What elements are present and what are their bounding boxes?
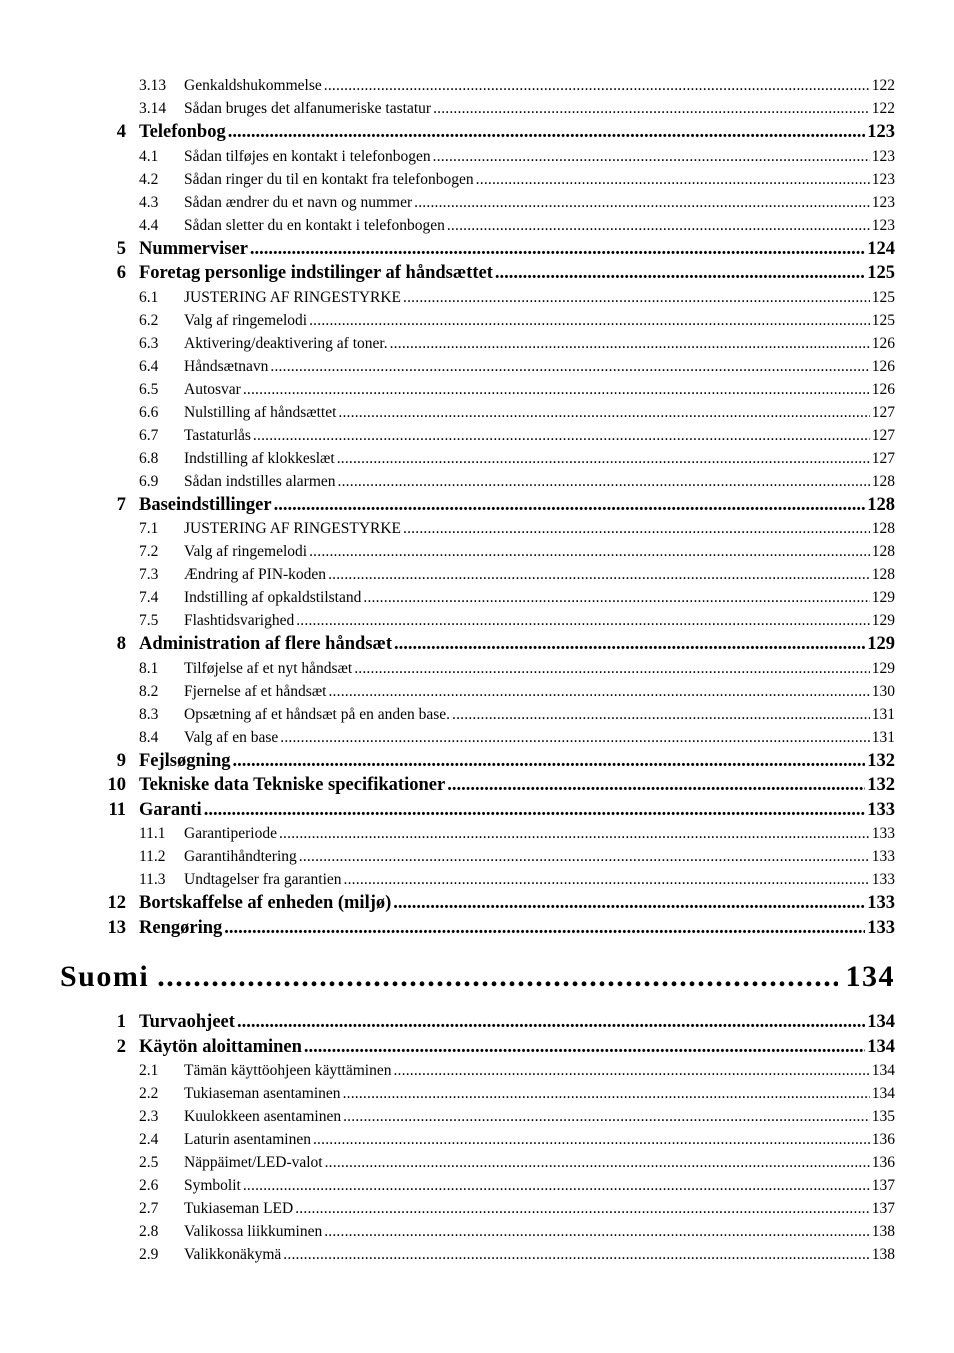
- toc-entry-number: 7.5: [139, 612, 159, 629]
- toc-entry-page-number: 134: [845, 960, 895, 993]
- dot-leader: [343, 1082, 870, 1105]
- toc-entry-title: Tilføjelse af et nyt håndsæt: [184, 659, 353, 677]
- toc-entry-number: 8: [116, 634, 126, 654]
- toc-entry-page-number: 129: [871, 659, 895, 677]
- toc-entry-title: Tukiaseman LED: [184, 1200, 294, 1217]
- toc-language-heading[interactable]: [0, 940, 954, 1010]
- toc-section-entry[interactable]: [0, 1151, 954, 1174]
- toc-entry-number: 8.1: [139, 659, 159, 677]
- toc-entry-title: Sådan ringer du til en kontakt fra telefonbogen: [184, 170, 474, 188]
- toc-entry-page-number: 131: [871, 728, 895, 746]
- toc-entry-title: Sådan indstilles alarmen: [184, 472, 336, 490]
- toc-entry-title: Garanti: [139, 799, 202, 820]
- toc-entry-page-number: 125: [871, 311, 895, 329]
- toc-entry-number: 2.5: [139, 1154, 159, 1171]
- toc-entry-number: 1: [116, 1012, 126, 1032]
- toc-chapter-entry[interactable]: [0, 916, 954, 941]
- toc-entry-number: 7.2: [139, 543, 159, 560]
- toc-entry-page-number: 127: [871, 449, 895, 467]
- toc-entry-number: 3.14: [139, 100, 167, 117]
- toc-entry-number: 5: [116, 238, 126, 259]
- toc-entry-page-number: 138: [871, 1223, 895, 1240]
- toc-entry-title: Autosvar: [184, 380, 241, 398]
- toc-entry-page-number: 127: [871, 403, 895, 421]
- dot-leader: [344, 868, 870, 891]
- toc-entry-page-number: 123: [871, 193, 895, 211]
- toc-section-entry[interactable]: [0, 726, 954, 749]
- dot-leader: [304, 1035, 865, 1060]
- toc-entry-number: 6.8: [139, 449, 159, 467]
- toc-entry-title: Sådan bruges det alfanumeriske tastatur: [184, 100, 432, 117]
- dot-leader: [324, 74, 870, 97]
- toc-entry-number: 2: [116, 1036, 126, 1057]
- toc-entry-title: Aktivering/deaktivering af toner.: [184, 334, 388, 352]
- toc-entry-title: Kuulokkeen asentaminen: [184, 1108, 342, 1125]
- toc-chapter-entry[interactable]: [0, 237, 954, 262]
- dot-leader: [403, 517, 870, 540]
- toc-entry-page-number: 134: [867, 1012, 895, 1032]
- toc-section-entry[interactable]: [0, 1128, 954, 1151]
- toc-entry-number: 2.3: [139, 1108, 159, 1125]
- toc-entry-title: Håndsætnavn: [184, 357, 269, 375]
- toc-entry-number: 9: [116, 750, 126, 771]
- toc-entry-number: 2.9: [139, 1246, 159, 1263]
- toc-chapter-entry[interactable]: [0, 1010, 954, 1035]
- toc-section-entry[interactable]: [0, 680, 954, 703]
- dot-leader: [299, 845, 870, 868]
- toc-section-entry[interactable]: [0, 1197, 954, 1220]
- toc-entry-page-number: 129: [871, 612, 895, 629]
- dot-leader: [243, 1174, 870, 1197]
- dot-leader: [204, 798, 866, 823]
- toc-section-entry[interactable]: [0, 657, 954, 680]
- dot-leader: [433, 145, 870, 168]
- toc-entry-title: Sådan ændrer du et navn og nummer: [184, 193, 413, 211]
- toc-entry-title: Symbolit: [184, 1177, 241, 1194]
- toc-entry-title: Laturin asentaminen: [184, 1131, 311, 1148]
- toc-chapter-entry[interactable]: [0, 632, 954, 657]
- toc-entry-page-number: 134: [867, 1036, 895, 1057]
- toc-entry-title: Indstilling af opkaldstilstand: [184, 589, 362, 606]
- dot-leader: [354, 657, 870, 680]
- dot-leader: [394, 632, 865, 657]
- toc-entry-page-number: 132: [867, 775, 895, 795]
- toc-entry-page-number: 128: [871, 543, 895, 560]
- toc-entry-page-number: 133: [867, 799, 895, 820]
- toc-section-entry[interactable]: [0, 470, 954, 493]
- toc-section-entry[interactable]: [0, 145, 954, 168]
- toc-entry-number: 7.1: [139, 520, 159, 537]
- toc-entry-title: Telefonbog: [139, 122, 226, 142]
- toc-entry-page-number: 123: [867, 122, 895, 142]
- toc-entry-title: Sådan sletter du en kontakt i telefonbogen: [184, 216, 445, 234]
- toc-entry-number: 2.7: [139, 1200, 159, 1217]
- toc-entry-page-number: 136: [871, 1131, 895, 1148]
- dot-leader: [283, 1243, 869, 1266]
- toc-entry-title: Fejlsøgning: [139, 750, 231, 771]
- dot-leader: [237, 1010, 865, 1035]
- toc-entry-title: Turvaohjeet: [139, 1012, 235, 1032]
- toc-section-entry[interactable]: [0, 586, 954, 609]
- toc-entry-number: 2.6: [139, 1177, 159, 1194]
- toc-section-entry[interactable]: [0, 332, 954, 355]
- toc-entry-number: 6.2: [139, 311, 159, 329]
- toc-entry-number: 12: [107, 893, 126, 913]
- dot-leader: [363, 586, 869, 609]
- toc-entry-number: 6.7: [139, 426, 159, 444]
- toc-entry-title: Genkaldshukommelse: [184, 77, 322, 94]
- toc-section-entry[interactable]: [0, 540, 954, 563]
- toc-entry-number: 6.1: [139, 288, 159, 306]
- toc-entry-page-number: 129: [867, 634, 895, 654]
- toc-entry-number: 7.4: [139, 589, 159, 606]
- dot-leader: [295, 1197, 870, 1220]
- toc-entry-page-number: 133: [871, 825, 895, 842]
- toc-entry-page-number: 122: [871, 77, 895, 94]
- toc-entry-title: Valg af ringemelodi: [184, 311, 308, 329]
- toc-section-entry[interactable]: [0, 1174, 954, 1197]
- toc-section-entry[interactable]: [0, 214, 954, 237]
- toc-entry-number: 11.2: [139, 848, 166, 865]
- toc-entry-number: 4: [116, 122, 126, 142]
- dot-leader: [393, 891, 865, 916]
- toc-chapter-entry[interactable]: [0, 493, 954, 518]
- toc-entry-page-number: 128: [871, 520, 895, 537]
- toc-entry-title: Fjernelse af et håndsæt: [184, 682, 327, 700]
- toc-section-entry[interactable]: [0, 401, 954, 424]
- toc-section-entry[interactable]: [0, 868, 954, 891]
- dot-leader: [328, 680, 869, 703]
- dot-leader: [393, 1059, 869, 1082]
- dot-leader: [403, 286, 870, 309]
- toc-entry-page-number: 134: [871, 1062, 895, 1079]
- toc-chapter-entry[interactable]: [0, 798, 954, 823]
- dot-leader: [337, 447, 870, 470]
- toc-section-entry[interactable]: [0, 97, 954, 120]
- toc-section-entry[interactable]: [0, 1059, 954, 1082]
- toc-entry-page-number: 122: [871, 100, 895, 117]
- dot-leader: [476, 168, 870, 191]
- toc-entry-title: Valikkonäkymä: [184, 1246, 282, 1263]
- toc-entry-number: 6.4: [139, 357, 159, 375]
- toc-section-entry[interactable]: [0, 447, 954, 470]
- dot-leader: [228, 120, 866, 145]
- dot-leader: [232, 749, 865, 774]
- toc-entry-title: Sådan tilføjes en kontakt i telefonbogen: [184, 147, 431, 165]
- toc-entry-number: 4.1: [139, 147, 159, 165]
- toc-entry-title: Garantihåndtering: [184, 848, 297, 865]
- toc-entry-number: 7.3: [139, 566, 159, 583]
- dot-leader: [309, 540, 870, 563]
- toc-entry-title: Tastaturlås: [184, 426, 251, 444]
- toc-entry-number: 8.2: [139, 682, 159, 700]
- toc-section-entry[interactable]: [0, 1243, 954, 1266]
- toc-entry-title: Tukiaseman asentaminen: [184, 1085, 341, 1102]
- dot-leader: [253, 424, 870, 447]
- toc-entry-title: Nulstilling af håndsættet: [184, 403, 337, 421]
- toc-entry-page-number: 138: [871, 1246, 895, 1263]
- dot-leader: [452, 703, 870, 726]
- dot-leader: [324, 1220, 870, 1243]
- toc-chapter-entry[interactable]: [0, 891, 954, 916]
- toc-section-entry[interactable]: [0, 286, 954, 309]
- toc-entry-page-number: 123: [871, 170, 895, 188]
- dot-leader: [280, 726, 870, 749]
- dot-leader: [328, 563, 870, 586]
- dot-leader: [296, 609, 870, 632]
- toc-entry-page-number: 128: [867, 494, 895, 515]
- toc-chapter-entry[interactable]: [0, 773, 954, 798]
- toc-entry-page-number: 134: [871, 1085, 895, 1102]
- toc-entry-title: Administration af flere håndsæt: [139, 634, 393, 654]
- toc-entry-title: Käytön aloittaminen: [139, 1036, 302, 1057]
- toc-section-entry[interactable]: [0, 703, 954, 726]
- toc-entry-page-number: 123: [871, 147, 895, 165]
- toc-entry-title: Flashtidsvarighed: [184, 612, 295, 629]
- toc-entry-page-number: 133: [867, 917, 895, 938]
- toc-entry-number: 2.1: [139, 1062, 159, 1079]
- dot-leader: [343, 1105, 870, 1128]
- toc-chapter-entry[interactable]: [0, 261, 954, 286]
- toc-entry-title: JUSTERING AF RINGESTYRKE: [184, 288, 402, 306]
- toc-entry-number: 11.1: [139, 825, 166, 842]
- toc-entry-page-number: 137: [871, 1200, 895, 1217]
- toc-entry-title: Tämän käyttöohjeen käyttäminen: [184, 1062, 392, 1079]
- toc-entry-page-number: 131: [871, 705, 895, 723]
- dot-leader: [250, 237, 865, 262]
- toc-section-entry[interactable]: [0, 517, 954, 540]
- toc-entry-number: 4.4: [139, 216, 159, 234]
- dot-leader: [279, 822, 870, 845]
- dot-leader: [447, 214, 870, 237]
- toc-entry-page-number: 135: [871, 1108, 895, 1125]
- toc-entry-page-number: 128: [871, 566, 895, 583]
- toc-entry-page-number: 133: [871, 871, 895, 888]
- toc-entry-number: 4.2: [139, 170, 159, 188]
- toc-entry-title: Opsætning af et håndsæt på en anden base.: [184, 705, 451, 723]
- toc-entry-title: Nummerviser: [139, 238, 248, 259]
- toc-chapter-entry[interactable]: [0, 120, 954, 145]
- toc-entry-number: 6.5: [139, 380, 159, 398]
- toc-section-entry[interactable]: [0, 822, 954, 845]
- toc-entry-page-number: 132: [867, 750, 895, 771]
- toc-section-entry[interactable]: [0, 845, 954, 868]
- toc-section-entry[interactable]: [0, 309, 954, 332]
- toc-entry-page-number: 127: [871, 426, 895, 444]
- toc-entry-title: Garantiperiode: [184, 825, 277, 842]
- toc-entry-page-number: 129: [871, 589, 895, 606]
- toc-entry-title: Indstilling af klokkeslæt: [184, 449, 335, 467]
- dot-leader: [309, 309, 870, 332]
- toc-entry-number: 8.4: [139, 728, 159, 746]
- dot-leader: [495, 261, 865, 286]
- toc-chapter-entry[interactable]: [0, 749, 954, 774]
- toc-section-entry[interactable]: [0, 168, 954, 191]
- toc-entry-page-number: 137: [871, 1177, 895, 1194]
- dot-leader: [157, 942, 837, 1012]
- toc-section-entry[interactable]: [0, 1082, 954, 1105]
- toc-section-entry[interactable]: [0, 1105, 954, 1128]
- table-of-contents: [0, 74, 954, 1266]
- toc-entry-page-number: 126: [871, 380, 895, 398]
- toc-entry-number: 6.6: [139, 403, 159, 421]
- toc-entry-page-number: 124: [867, 238, 895, 259]
- toc-section-entry[interactable]: [0, 74, 954, 97]
- toc-entry-page-number: 126: [871, 357, 895, 375]
- dot-leader: [270, 355, 869, 378]
- toc-chapter-entry[interactable]: [0, 1035, 954, 1060]
- toc-entry-title: Valg af ringemelodi: [184, 543, 308, 560]
- toc-entry-title: Näppäimet/LED-valot: [184, 1154, 323, 1171]
- toc-entry-title: Suomi: [60, 960, 150, 993]
- dot-leader: [274, 493, 866, 518]
- toc-entry-title: Bortskaffelse af enheden (miljø): [139, 893, 392, 913]
- dot-leader: [447, 773, 865, 798]
- toc-entry-page-number: 133: [867, 893, 895, 913]
- toc-entry-number: 6.3: [139, 334, 159, 352]
- toc-entry-page-number: 126: [871, 334, 895, 352]
- toc-entry-number: 13: [107, 917, 126, 938]
- dot-leader: [338, 470, 870, 493]
- dot-leader: [313, 1128, 870, 1151]
- dot-leader: [390, 332, 870, 355]
- toc-entry-page-number: 130: [871, 682, 895, 700]
- toc-section-entry[interactable]: [0, 424, 954, 447]
- toc-entry-title: Valg af en base: [184, 728, 279, 746]
- toc-section-entry[interactable]: [0, 191, 954, 214]
- toc-entry-number: 4.3: [139, 193, 159, 211]
- toc-entry-page-number: 136: [871, 1154, 895, 1171]
- toc-section-entry[interactable]: [0, 563, 954, 586]
- toc-entry-number: 2.2: [139, 1085, 159, 1102]
- toc-entry-page-number: 133: [871, 848, 895, 865]
- toc-entry-page-number: 125: [871, 288, 895, 306]
- toc-entry-title: Baseindstillinger: [139, 494, 272, 515]
- dot-leader: [338, 401, 869, 424]
- toc-entry-page-number: 123: [871, 216, 895, 234]
- dot-leader: [414, 191, 870, 214]
- toc-section-entry[interactable]: [0, 378, 954, 401]
- toc-entry-number: 7: [116, 494, 126, 515]
- dot-leader: [433, 97, 870, 120]
- toc-entry-number: 11.3: [139, 871, 166, 888]
- toc-entry-title: Ændring af PIN-koden: [184, 566, 327, 583]
- dot-leader: [243, 378, 870, 401]
- toc-section-entry[interactable]: [0, 1220, 954, 1243]
- toc-entry-number: 6: [116, 263, 126, 283]
- toc-section-entry[interactable]: [0, 609, 954, 632]
- toc-entry-number: 10: [107, 775, 126, 795]
- toc-entry-title: Foretag personlige indstilinger af håndsættet: [139, 263, 493, 283]
- toc-section-entry[interactable]: [0, 355, 954, 378]
- toc-entry-page-number: 125: [867, 263, 895, 283]
- toc-entry-title: JUSTERING AF RINGESTYRKE: [184, 520, 402, 537]
- toc-entry-title: Rengøring: [139, 917, 223, 938]
- toc-entry-title: Undtagelser fra garantien: [184, 871, 342, 888]
- toc-entry-number: 6.9: [139, 472, 159, 490]
- dot-leader: [325, 1151, 870, 1174]
- toc-entry-number: 3.13: [139, 77, 167, 94]
- dot-leader: [224, 916, 865, 941]
- toc-entry-number: 2.4: [139, 1131, 159, 1148]
- toc-entry-title: Tekniske data Tekniske specifikationer: [139, 775, 446, 795]
- toc-entry-title: Valikossa liikkuminen: [184, 1223, 323, 1240]
- toc-entry-number: 11: [108, 799, 126, 820]
- toc-entry-number: 8.3: [139, 705, 159, 723]
- toc-entry-page-number: 128: [871, 472, 895, 490]
- toc-entry-number: 2.8: [139, 1223, 159, 1240]
